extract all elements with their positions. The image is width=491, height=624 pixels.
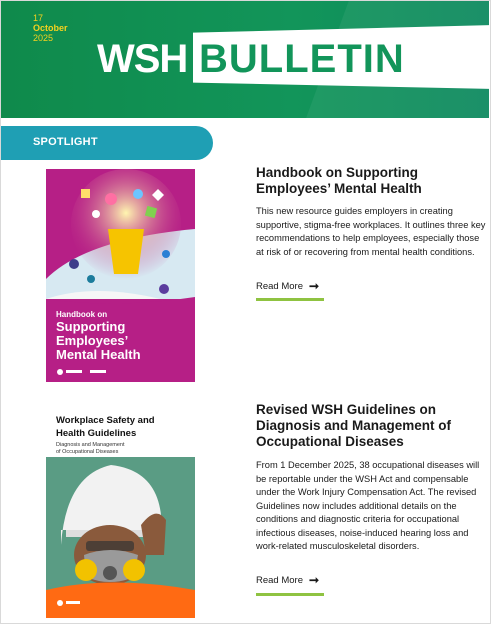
cover2-line3: Diagnosis and Management	[56, 442, 125, 448]
logo-wsh-text: WSH	[97, 37, 188, 81]
arrow-right-icon: ➞	[309, 279, 320, 293]
cover1-line4: Mental Health	[56, 347, 141, 362]
article1-title[interactable]	[256, 165, 422, 197]
article2-title-line1: Revised WSH Guidelines on	[256, 402, 437, 417]
section-spotlight-tab	[1, 126, 213, 160]
article1-title-line1: Handbook on Supporting	[256, 165, 418, 180]
handbook-cover-image[interactable]	[46, 169, 195, 382]
article1-read-more-link[interactable]	[256, 279, 319, 293]
issue-month: October	[33, 23, 68, 33]
guidelines-cover-image[interactable]	[46, 405, 195, 618]
issue-day: 17	[33, 13, 44, 23]
guidelines-cover-illustration	[46, 405, 195, 618]
article2-body: From 1 December 2025, 38 occupational diseases will be reportable under the WSH Act and compensable under the Work Injury Compensation Act. The revised Guidelines now includes additional details on the conditions and diagnostic criteria for occupational infectious diseases, noise-induced hearing loss and work-related musculoskeletal disorders.	[256, 460, 480, 551]
logo-bulletin-text: BULLETIN	[199, 37, 405, 81]
section-label: SPOTLIGHT	[33, 136, 98, 148]
cover1-line3: Employees’	[56, 333, 129, 348]
article2-read-more-link[interactable]	[256, 573, 319, 587]
article1-body: This new resource guides employers in creating supportive, stigma-free workplaces. It outlines three key recommendations to help employees, especially those at risk of or recovering from mental health conditions.	[256, 206, 486, 257]
handbook-cover-illustration	[46, 169, 195, 382]
article2-title[interactable]	[256, 402, 451, 450]
issue-date	[33, 13, 68, 43]
cover1-line1: Handbook on	[56, 310, 108, 319]
bulletin-header	[1, 1, 489, 118]
cover2-line4: of Occupational Diseases	[56, 449, 119, 455]
read-more-label: Read More	[256, 574, 303, 586]
article2-title-line2: Diagnosis and Management of	[256, 418, 452, 433]
read-more-label: Read More	[256, 280, 303, 292]
article2-title-line3: Occupational Diseases	[256, 434, 404, 449]
cover2-line2: Health Guidelines	[56, 428, 137, 439]
arrow-right-icon: ➞	[309, 573, 320, 587]
article1-title-line2: Employees’ Mental Health	[256, 181, 422, 196]
read-more-underline	[256, 298, 324, 301]
cover2-line1: Workplace Safety and	[56, 415, 155, 426]
cover1-line2: Supporting	[56, 319, 126, 334]
issue-year: 2025	[33, 33, 54, 43]
read-more-underline	[256, 593, 324, 596]
